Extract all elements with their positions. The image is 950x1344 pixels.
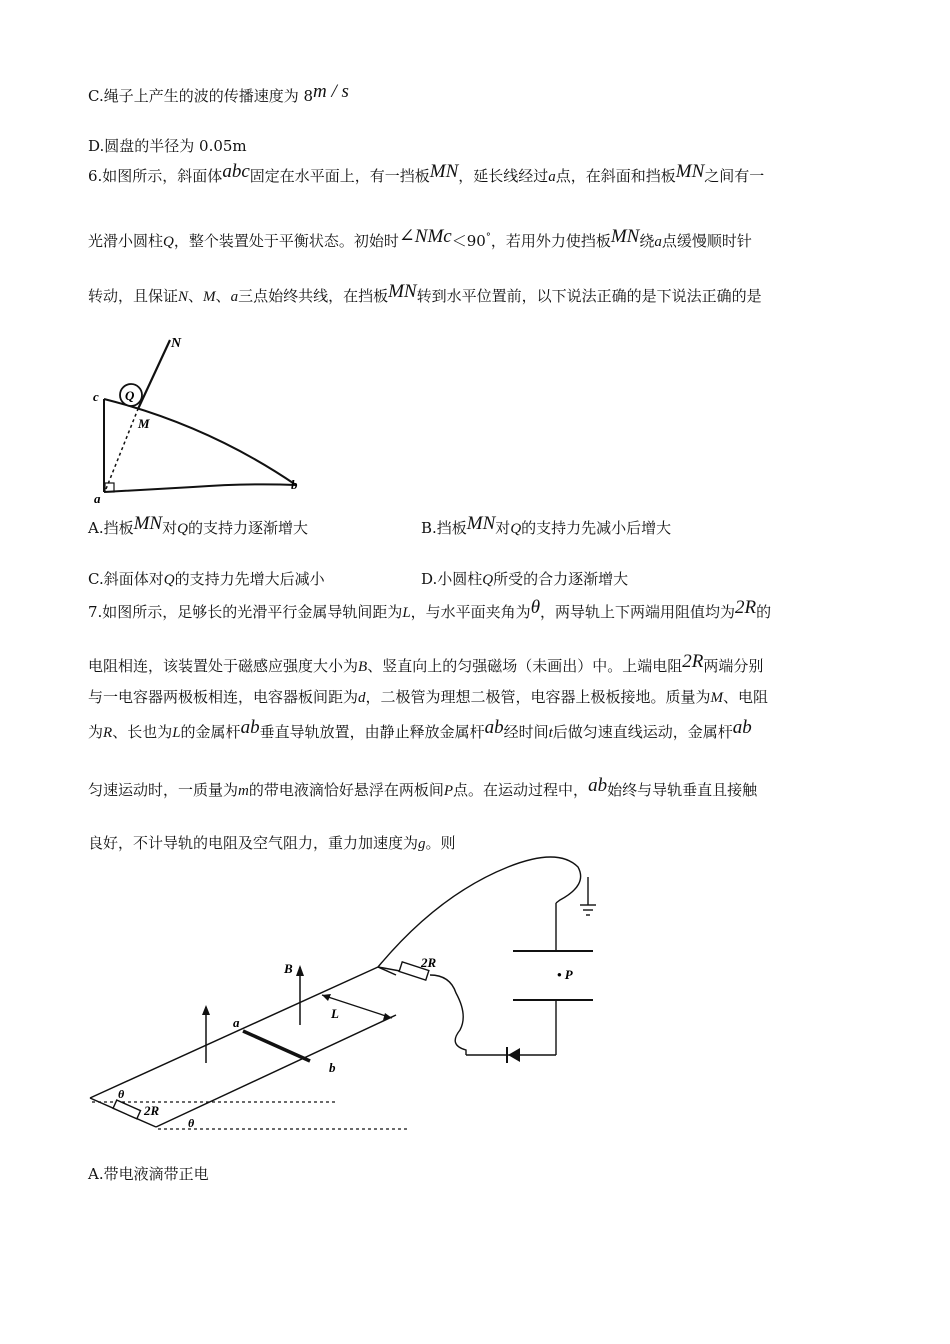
q6-option-c: C.斜面体对Q的支持力先增大后减小 <box>88 570 325 588</box>
q7-stem-line1: 7.如图所示，足够长的光滑平行金属导轨间距为L，与水平面夹角为θ，两导轨上下两端用阻值均为2R的 <box>88 597 772 621</box>
label-m: M <box>138 416 150 431</box>
label-theta-2: θ <box>188 1116 195 1130</box>
incline-base-ab <box>104 484 296 492</box>
label-2r-top: 2R <box>421 955 437 970</box>
q7-stem-line5: 匀速运动时，一质量为m的带电液滴恰好悬浮在两板间P点。在运动过程中，ab始终与导轨垂直且接触 <box>88 775 758 799</box>
q7-stem-line6: 良好，不计导轨的电阻及空气阻力，重力加速度为g。则 <box>88 834 456 852</box>
rail-left <box>90 967 378 1098</box>
dashed-extension-line <box>106 409 138 489</box>
q6-stem-line3: 转动，且保证N、M、a三点始终共线，在挡板MN转到水平位置前，以下说法正确的是下说法正确的是 <box>88 281 762 305</box>
label-l: L <box>331 1006 339 1021</box>
label-2r-bottom: 2R <box>144 1103 160 1118</box>
q7-stem-line3: 与一电容器两极板相连，电容器板间距为d，二极管为理想二极管，电容器上极板接地。质量为M、电阻 <box>88 688 769 706</box>
label-p: • P <box>557 967 573 982</box>
label-b-field: B <box>284 961 293 976</box>
q5-option-d: D.圆盘的半径为 0.05m <box>88 137 247 155</box>
incline-slope-cb <box>104 399 296 485</box>
label-c: c <box>93 389 99 404</box>
q6-figure <box>88 335 318 505</box>
q7-stem-line2: 电阻相连，该装置处于磁感应强度大小为B、竖直向上的匀强磁场（未画出）中。上端电阻2R两端分别 <box>88 651 764 675</box>
label-b: b <box>329 1060 336 1075</box>
label-a: a <box>233 1015 240 1030</box>
label-q: Q <box>125 388 135 403</box>
label-a: a <box>94 491 101 506</box>
q6-option-d: D.小圆柱Q所受的合力逐渐增大 <box>421 570 629 588</box>
q6-option-b: B.挡板MN对Q的支持力先减小后增大 <box>421 513 672 537</box>
q7-figure <box>88 855 618 1140</box>
label-n: N <box>171 336 182 351</box>
q7-option-a: A.带电液滴带正电 <box>88 1165 209 1183</box>
q7-stem-line4: 为R、长也为L的金属杆ab垂直导轨放置，由静止释放金属杆ab经时间t后做匀速直线运动，金属杆ab <box>88 717 752 741</box>
diode <box>508 1048 520 1062</box>
baffle-mn <box>138 340 170 409</box>
rail-right <box>156 1015 396 1127</box>
rod-ab <box>243 1031 310 1061</box>
resistor-bottom <box>113 1100 140 1119</box>
q6-stem-line1: 6.如图所示，斜面体abc固定在水平面上，有一挡板MN，延长线经过a点，在斜面和挡板MN之间有一 <box>88 161 765 185</box>
q6-option-a: A.挡板MN对Q的支持力逐渐增大 <box>88 513 308 537</box>
q5-option-c: C.绳子上产生的波的传播速度为 8m / s <box>88 81 349 105</box>
label-theta-1: θ <box>118 1087 125 1101</box>
unit-m-per-s: m / s <box>313 81 349 102</box>
q6-stem-line2: 光滑小圆柱Q，整个装置处于平衡状态。初始时∠NMc＜90°，若用外力使挡板MN绕a点缓慢顺时针 <box>88 226 752 250</box>
label-b: b <box>291 477 298 492</box>
